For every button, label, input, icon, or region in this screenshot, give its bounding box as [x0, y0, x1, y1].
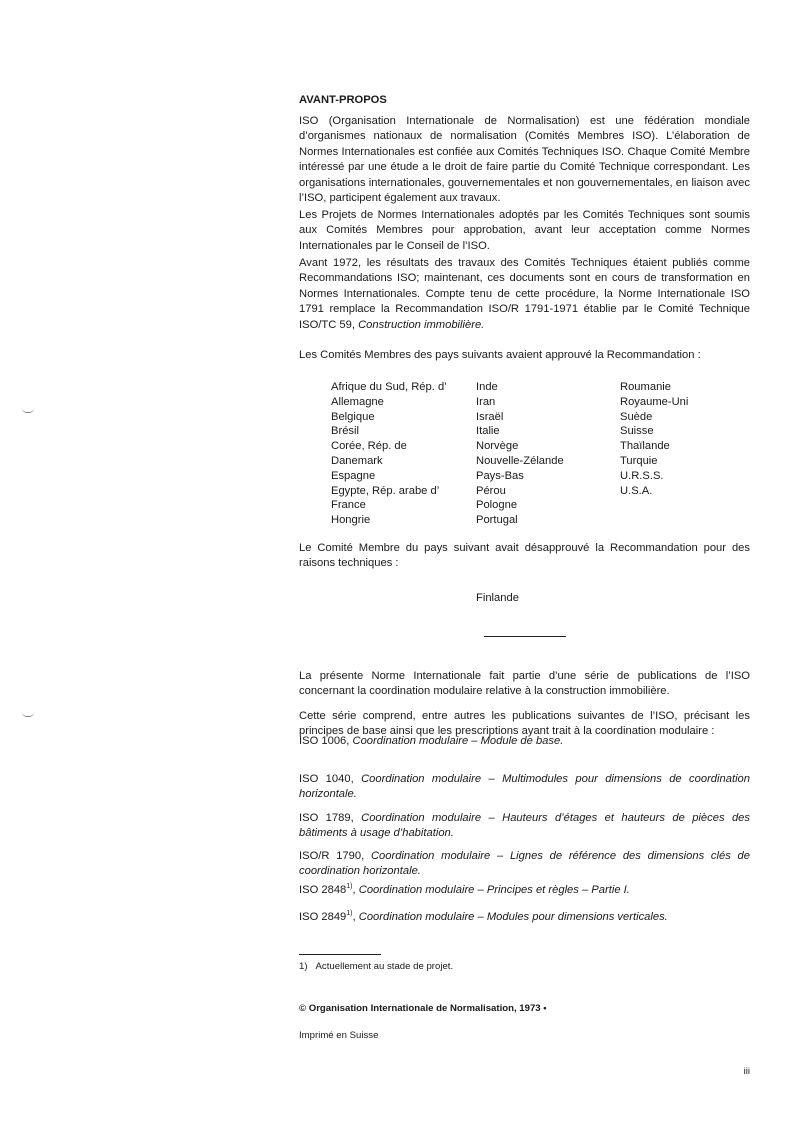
country-item: Thaïlande: [620, 440, 670, 453]
country-item: Turquie: [620, 454, 658, 467]
series-intro: La présente Norme Internationale fait partie d’une série de publications de l’ISO concernant la coordination modulaire relative à la construction immobilière.: [299, 670, 750, 698]
reference-item: ISO 1789, Coordination modulaire – Hauteurs d’étages et hauteurs de pièces des bâtiments à usage d’habitation.: [299, 812, 750, 840]
country-item: Italie: [476, 425, 500, 438]
country-item: Espagne: [331, 469, 376, 482]
footnote: [299, 959, 750, 974]
page-number: iii: [743, 1066, 750, 1077]
country-item: Danemark: [331, 454, 383, 467]
country-item: France: [331, 499, 366, 512]
reference-title: Coordination modulaire – Multimodules pour dimensions de coordination horizontale.: [299, 773, 750, 801]
reference-code: ISO/R 1790: [299, 850, 362, 862]
footnote-rule: [299, 954, 381, 955]
reference-title: Coordination modulaire – Module de base.: [352, 735, 564, 747]
reference-code: ISO 2849: [299, 911, 347, 923]
country-item: Pérou: [476, 484, 506, 497]
country-column-3: [620, 380, 688, 498]
country-item: Royaume-Uni: [620, 395, 689, 408]
scan-mark: [22, 712, 34, 717]
country-column-2: [476, 380, 564, 528]
heading: AVANT-PROPOS: [299, 94, 387, 106]
country-item: Portugal: [476, 514, 518, 527]
country-column-1: [331, 380, 447, 528]
country-item: Hongrie: [331, 514, 371, 527]
copyright: © Organisation Internationale de Normalisation, 1973 •: [299, 1003, 547, 1014]
footnote-text: Actuellement au stade de projet.: [315, 961, 454, 972]
reference-title: Coordination modulaire – Hauteurs d’étages et hauteurs de pièces des bâtiments à usage d’habitation.: [299, 812, 750, 840]
country-item: Nouvelle-Zélande: [476, 454, 564, 467]
paragraph-projets: Les Projets de Normes Internationales adoptés par les Comités Techniques sont soumis aux Comités Membres pour approbation, avant leur acceptation comme Normes Internationales par le Conseil de l’ISO.: [299, 209, 750, 252]
paragraph-iso: ISO (Organisation Internationale de Normalisation) est une fédération mondiale d’organismes nationaux de normalisation (Comités Membres ISO). L’élaboration de Normes Internationales est confiée aux Comités Techniques ISO. Chaque Comité Membre intéressé par une étude a le droit de faire partie du Comité Technique correspondant. Les organisations internationales, gouvernementales et non gouvernementales, en liaison avec l’ISO, participent également aux travaux.: [299, 115, 750, 205]
reference-title: Coordination modulaire – Lignes de référence des dimensions clés de coordination horizontale.: [299, 850, 751, 878]
disapproved-intro: Le Comité Membre du pays suivant avait désapprouvé la Recommandation pour des raisons techniques :: [299, 542, 750, 570]
country-item: Afrique du Sud, Rép. d’: [331, 381, 447, 393]
country-item: Belgique: [331, 410, 375, 423]
printed-in: Imprimé en Suisse: [299, 1030, 379, 1041]
country-item: Israël: [476, 410, 504, 423]
scan-mark: [22, 408, 34, 413]
paragraph-avant-1972: [299, 256, 750, 333]
country-item: Suède: [620, 410, 653, 423]
country-item: Corée, Rép. de: [331, 440, 407, 453]
country-item: U.S.A.: [620, 484, 653, 497]
disapproved-country: Finlande: [476, 592, 519, 604]
reference-item: ISO 1040, Coordination modulaire – Multimodules pour dimensions de coordination horizontale.: [299, 773, 750, 801]
footnote-marker: 1): [299, 961, 308, 972]
country-item: Pays-Bas: [476, 469, 524, 482]
series-list-intro: Cette série comprend, entre autres les publications suivantes de l’ISO, précisant les principes de base ainsi que les prescriptions ayant trait à la coordination modulaire :: [299, 710, 750, 738]
reference-code: ISO 1789: [299, 812, 351, 824]
reference-code: ISO 2848: [299, 884, 347, 896]
p3-italic: Construction immobilière.: [358, 318, 485, 331]
p3-text: Avant 1972, les résultats des travaux des Comités Techniques étaient publiés comme Recommandations ISO; maintenant, ces documents sont en cours de transformation en Normes Internationales. Compte tenu de cette procédure, la Norme Internationale ISO 1791 remplace la Recommandation ISO/R 1791-1971 établie par le Comité Technique ISO/TC 59,: [299, 257, 750, 331]
reference-title: Coordination modulaire – Modules pour dimensions verticales.: [358, 911, 668, 923]
country-item: Egypte, Rép. arabe d’: [331, 484, 440, 497]
country-item: Brésil: [331, 425, 359, 438]
footnote-ref: 1): [346, 883, 353, 890]
footnote-ref: 1): [346, 910, 353, 917]
reference-title: Coordination modulaire – Principes et règles – Partie I.: [358, 884, 630, 896]
country-item: Norvège: [476, 440, 519, 453]
reference-code: ISO 1040: [299, 773, 351, 785]
reference-code: ISO 1006: [299, 735, 347, 747]
country-item: Iran: [476, 395, 496, 408]
reference-item: ISO 2849$^{1)}$, Coordination modulaire – Modules pour dimensions verticales.: [299, 910, 668, 923]
approved-intro: Les Comités Membres des pays suivants avaient approuvé la Recommandation :: [299, 349, 701, 361]
country-item: U.R.S.S.: [620, 469, 664, 482]
reference-item: ISO 1006, Coordination modulaire – Module de base.: [299, 735, 564, 747]
reference-item: ISO 2848$^{1)}$, Coordination modulaire – Principes et règles – Partie I.: [299, 883, 630, 896]
country-item: Suisse: [620, 425, 654, 438]
country-item: Inde: [476, 381, 498, 393]
reference-item: ISO/R 1790, Coordination modulaire – Lignes de référence des dimensions clés de coordination horizontale.: [299, 850, 751, 878]
country-item: Pologne: [476, 499, 518, 512]
separator-rule: [484, 636, 566, 637]
country-item: Roumanie: [620, 381, 671, 393]
country-item: Allemagne: [331, 395, 384, 408]
